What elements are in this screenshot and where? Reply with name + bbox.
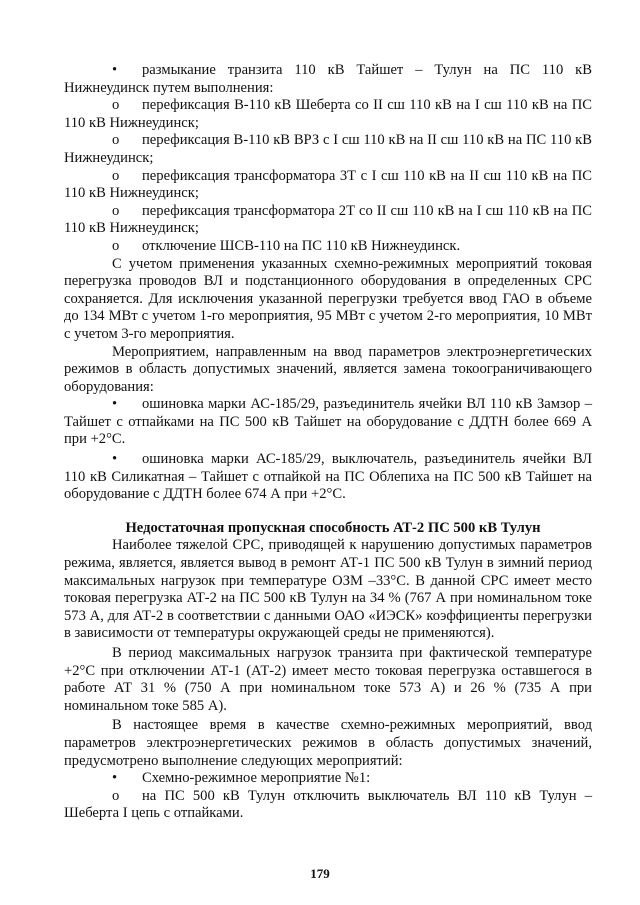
body-paragraph: Наиболее тяжелой СРС, приводящей к нарушению допустимых параметров режима, является, является вывод в ремонт АТ-1 ПС 500 кВ Тулун в зимний период максимальных нагрузок при температуре ОЗМ –33°С. В данной СРС имеет место токовая перегрузка АТ-2 на ПС 500 кВ Тулун на 34 % (767 А при номинальном токе 573 А, для АТ-2 в соответствии с данными ОАО «ИЭСК» коэффициенты перегрузки в зависимости от температуры окружающей среды не применяются).	[64, 537, 592, 642]
sub-bullet-item: o перефиксация трансформатора 3Т с I сш 110 кВ на II сш 110 кВ на ПС 110 кВ Нижнеудинск;	[64, 168, 592, 203]
body-paragraph: В период максимальных нагрузок транзита при фактической температуре +2°С при отключении АТ-1 (АТ-2) имеет место токовая перегрузка оставшегося в работе АТ 31 % (750 А при номинальном токе 573 А) и 26 % (735 А при номинальном токе 585 А).	[64, 645, 592, 714]
bullet-item: • размыкание транзита 110 кВ Тайшет – Тулун на ПС 110 кВ Нижнеудинск путем выполнения:	[64, 62, 592, 97]
sub-bullet-item: o перефиксация В-110 кВ Шеберта со II сш 110 кВ на I сш 110 кВ на ПС 110 кВ Нижнеудинск;	[64, 97, 592, 132]
sub-bullet-item: o перефиксация трансформатора 2Т со II сш 110 кВ на I сш 110 кВ на ПС 110 кВ Нижнеудинск;	[64, 203, 592, 238]
bullet-item: • ошиновка марки АС-185/29, выключатель, разъединитель ячейки ВЛ 110 кВ Силикатная – Тайшет с отпайкой на ПС Облепиха на ПС 500 кВ Тайшет на оборудование с ДДТН более 674 А при +2°С.	[64, 451, 592, 504]
body-paragraph: С учетом применения указанных схемно-режимных мероприятий токовая перегрузка проводов ВЛ и подстанционного оборудования в определенных СРС сохраняется. Для исключения указанной перегрузки требуется ввод ГАО в объеме до 134 МВт с учетом 1-го мероприятия, 95 МВт с учетом 2-го мероприятия, 10 МВт с учетом 3-го мероприятия.	[64, 255, 592, 342]
sub-bullet-item: o на ПС 500 кВ Тулун отключить выключатель ВЛ 110 кВ Тулун – Шеберта I цепь с отпайками.	[64, 788, 592, 823]
section-heading: Недостаточная пропускная способность АТ-2 ПС 500 кВ Тулун	[125, 519, 541, 536]
bullet-item: • ошиновка марки АС-185/29, разъединитель ячейки ВЛ 110 кВ Замзор – Тайшет с отпайками на ПС 500 кВ Тайшет на оборудование с ДДТН более 669 А при +2°С.	[64, 396, 592, 449]
body-paragraph: В настоящее время в качестве схемно-режимных мероприятий, ввод параметров электроэнергетических режимов в область допустимых значений, предусмотрено выполнение следующих мероприятий:	[64, 717, 592, 769]
sub-bullet-item: o отключение ШСВ-110 на ПС 110 кВ Нижнеудинск.	[64, 238, 592, 256]
bullet-item: • Схемно-режимное мероприятие №1:	[64, 770, 592, 788]
sub-bullet-item: o перефиксация В-110 кВ ВРЗ с I сш 110 кВ на II сш 110 кВ на ПС 110 кВ Нижнеудинск;	[64, 132, 592, 167]
document-body	[64, 62, 592, 823]
page-number: 179	[310, 866, 330, 881]
body-paragraph: Мероприятием, направленным на ввод параметров электроэнергетических режимов в область допустимых значений, является замена токоограничивающего оборудования:	[64, 343, 592, 395]
